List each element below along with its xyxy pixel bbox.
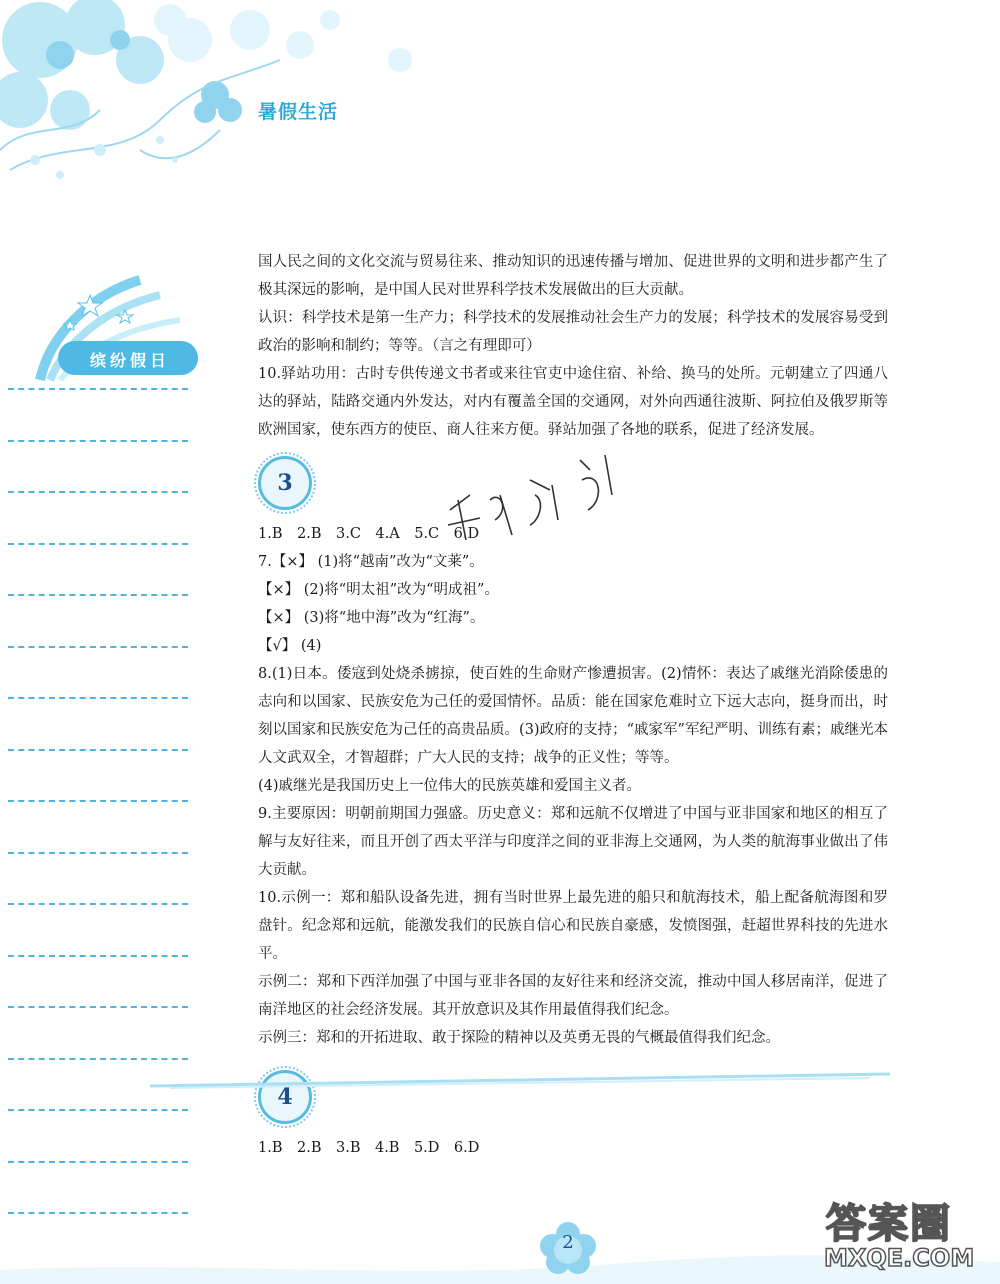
note-line [8, 955, 188, 957]
note-line [8, 1006, 188, 1008]
answer-line: 1.B 2.B 3.B 4.B 5.D 6.D [258, 1140, 480, 1156]
answer-line: 8.(1)日本。倭寇到处烧杀掳掠，使百姓的生命财产惨遭损害。(2)情怀：表达了戚继光消除倭患的志向和以国家、民族安危为己任的爱国情怀。品质：能在国家危难时立下远大志向，挺身而出，时刻以国家和民族安危为己任的高贵品质。(3)政府的支持；“戚家军”军纪严明、训练有素；戚继光本人文武双全，才智超群；广大人民的支持；战争的正义性；等等。 [258, 666, 888, 766]
paragraph: 10.驿站功用：古时专供传递文书者或来往官吏中途住宿、补给、换马的处所。元朝建立了四通八达的驿站，陆路交通内外发达，对内有覆盖全国的交通网，对外向西通往波斯、阿拉伯及俄罗斯等欧洲国家，使东西方的使臣、商人往来方便。驿站加强了各地的联系，促进了经济发展。 [258, 366, 888, 438]
note-line [8, 491, 188, 493]
watermark-url: MXQE.COM [824, 1244, 975, 1272]
header-title: 暑假生活 [258, 101, 339, 123]
page-number-badge [536, 1220, 600, 1276]
intro-block [258, 248, 888, 444]
answer-line: 7.【×】 (1)将“越南”改为“文莱”。 [258, 554, 484, 570]
note-line [8, 1058, 188, 1060]
answer-line: 9.主要原因：明朝前期国力强盛。历史意义：郑和远航不仅增进了中国与亚非国家和地区的相互了解与友好往来，而且开创了西太平洋与印度洋之间的亚非海上交通网，为人类的航海事业做出了伟大贡献。 [258, 806, 888, 878]
answer-sections [258, 456, 888, 1162]
note-line [8, 440, 188, 442]
floral-decoration [0, 0, 460, 210]
note-line [8, 852, 188, 854]
note-line [8, 646, 188, 648]
answer-line: 10.示例一：郑和船队设备先进，拥有当时世界上最先进的船只和航海技术，船上配备航海图和罗盘针。纪念郑和远航，能激发我们的民族自信心和民族自豪感，发愤图强，赶超世界科技的先进水平。 [258, 890, 888, 962]
paragraph: 国人民之间的文化交流与贸易往来、推动知识的迅速传播与增加、促进世界的文明和进步都产生了极其深远的影响，是中国人民对世界科学技术发展做出的巨大贡献。 [258, 254, 888, 298]
note-line [8, 697, 188, 699]
answer-content [258, 248, 888, 1162]
answer-line: 【×】 (2)将“明太祖”改为“明成祖”。 [258, 582, 499, 598]
answer-line: 示例三：郑和的开拓进取、敢于探险的精神以及英勇无畏的气概最值得我们纪念。 [258, 1030, 780, 1046]
section-number: 3 [277, 470, 293, 496]
note-line [8, 1212, 188, 1214]
note-line [8, 543, 188, 545]
note-line [8, 1109, 188, 1111]
sidebar-badge [30, 275, 200, 385]
note-line [8, 800, 188, 802]
answer-line: 示例二：郑和下西洋加强了中国与亚非各国的友好往来和经济交流，推动中国人移居南洋，促进了南洋地区的社会经济发展。其开放意识及其作用最值得我们纪念。 [258, 974, 888, 1018]
paragraph: 认识：科学技术是第一生产力；科学技术的发展推动社会生产力的发展；科学技术的发展容易受到政治的影响和制约；等等。（言之有理即可） [258, 310, 888, 354]
badge-label: 缤纷假日 [90, 351, 171, 370]
answer-line: 1.B 2.B 3.C 4.A 5.C 6.D [258, 526, 480, 542]
answer-line: (4)戚继光是我国历史上一位伟大的民族英雄和爱国主义者。 [258, 778, 642, 794]
note-line [8, 388, 188, 390]
answer-line: 【√】 (4) [258, 638, 322, 654]
brush-divider [150, 1072, 890, 1092]
section-number: 4 [277, 1084, 293, 1110]
answer-line: 【×】 (3)将“地中海”改为“红海”。 [258, 610, 485, 626]
note-line [8, 1161, 188, 1163]
watermark-title: 答案圈 [826, 1201, 952, 1247]
handwritten-signature [440, 440, 640, 560]
note-line [8, 594, 188, 596]
watermark [820, 1190, 998, 1280]
note-line [8, 749, 188, 751]
page-number: 2 [562, 1232, 574, 1253]
section-number-badge [258, 456, 312, 510]
note-line [8, 903, 188, 905]
